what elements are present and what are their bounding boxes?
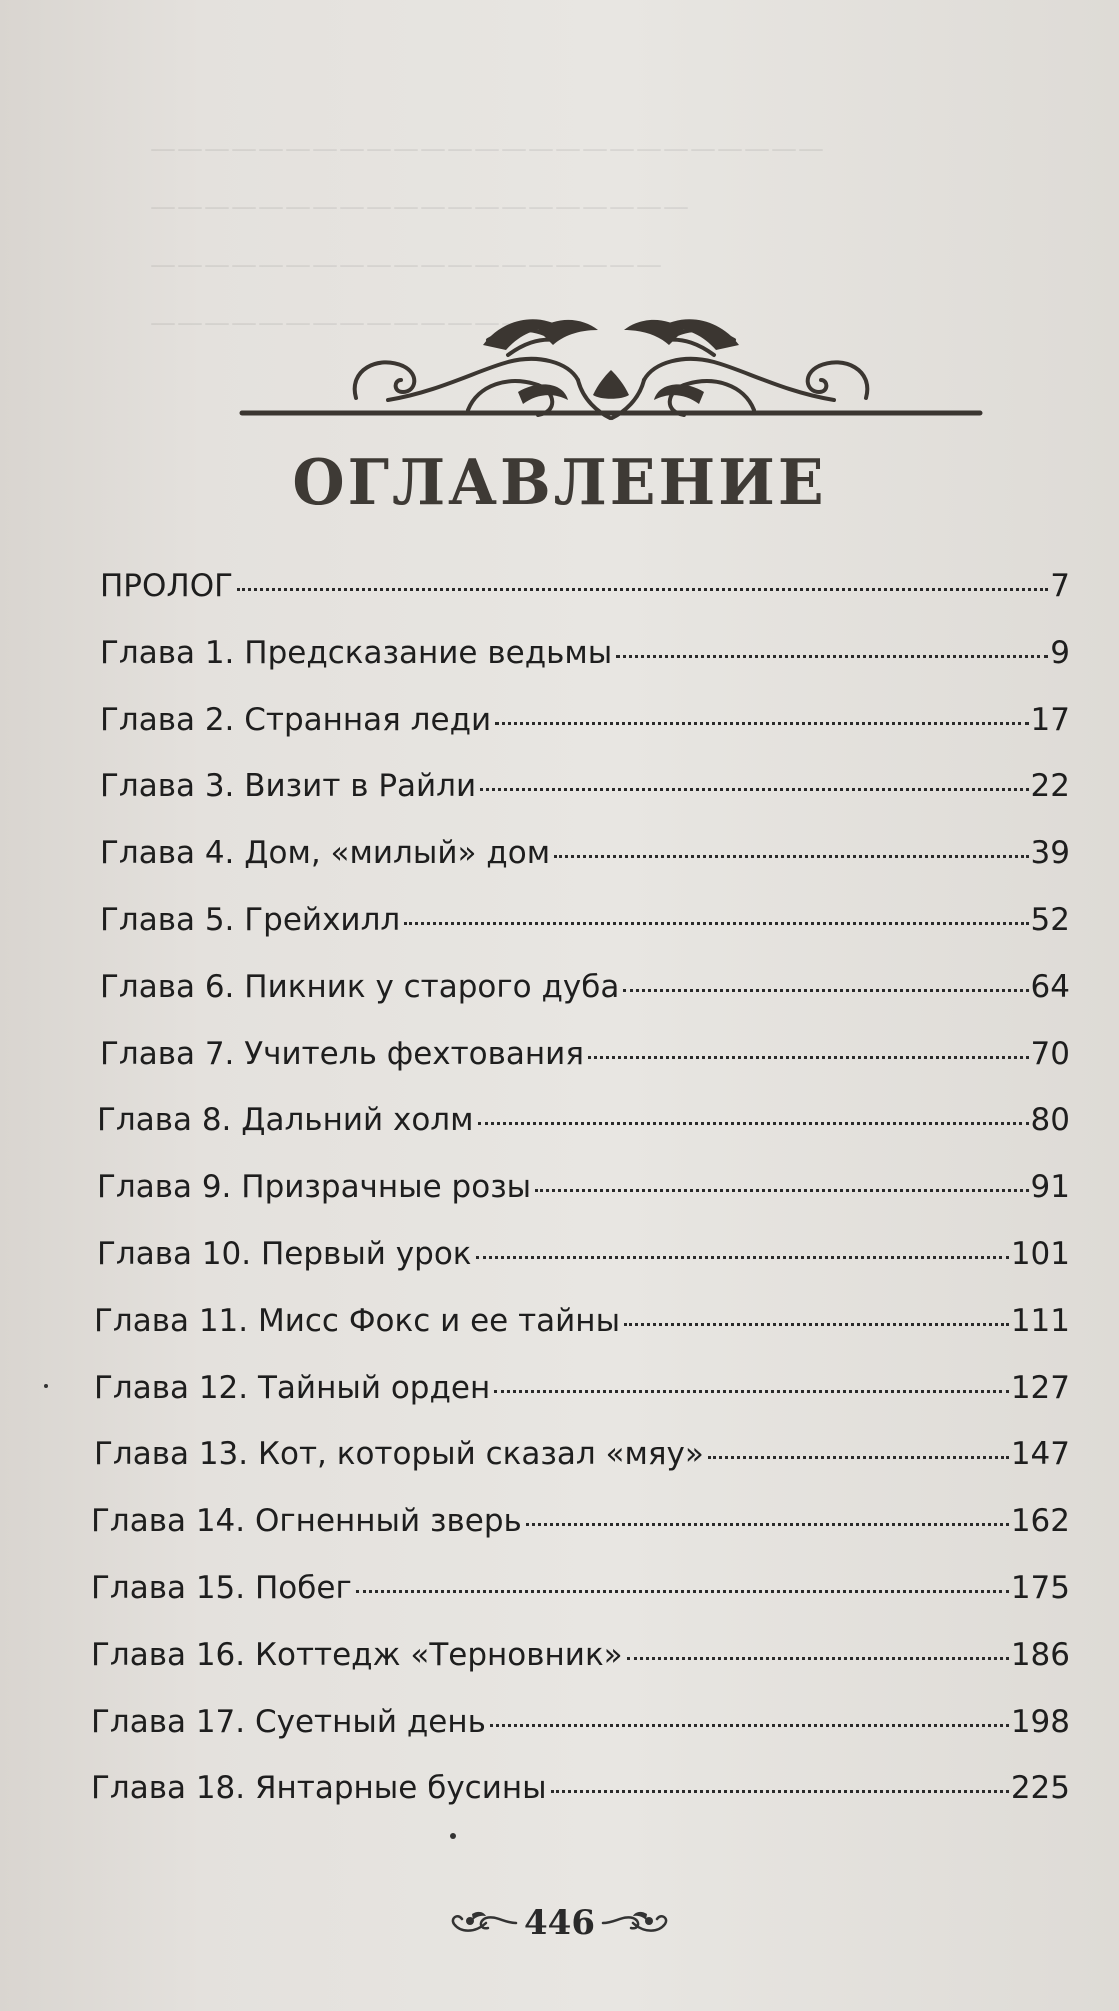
toc-entry-page-number: 9 [1050, 634, 1070, 671]
toc-entry-title: Глава 8. Дальний холм [97, 1102, 474, 1139]
toc-entry-title: ПРОЛОГ [100, 568, 234, 604]
toc-entry [100, 635, 1070, 702]
decorative-ornament [238, 300, 984, 430]
toc-entry-title: Глава 2. Странная леди [100, 701, 492, 738]
dot-leader [616, 655, 1048, 658]
toc-entry [100, 969, 1070, 1036]
dot-leader [480, 788, 1028, 791]
dot-leader [356, 1590, 1009, 1593]
toc-entry-page-number: 225 [1010, 1770, 1070, 1807]
toc-entry-page-number: 7 [1050, 568, 1070, 604]
toc-entry-title: Глава 11. Мисс Фокс и ее тайны [94, 1302, 621, 1339]
toc-entry-page-number: 17 [1030, 701, 1070, 738]
toc-entry [100, 568, 1070, 635]
page-title: ОГЛАВЛЕНИЕ [292, 446, 827, 520]
toc-entry-title: Глава 16. Коттедж «Терновник» [91, 1636, 623, 1673]
dot-leader [404, 922, 1028, 925]
ink-speck [44, 1384, 48, 1388]
toc-entry-title: Глава 14. Огненный зверь [91, 1503, 522, 1540]
toc-entry [91, 1704, 1070, 1771]
dot-leader [535, 1189, 1028, 1192]
toc-entry [94, 1370, 1070, 1437]
toc-entry-page-number: 22 [1030, 768, 1070, 805]
dot-leader [624, 1323, 1009, 1326]
toc-entry-title: Глава 12. Тайный орден [94, 1369, 491, 1406]
table-of-contents [91, 568, 1070, 1837]
toc-entry-title: Глава 1. Предсказание ведьмы [100, 634, 613, 671]
dot-leader [490, 1724, 1009, 1727]
toc-entry-page-number: 64 [1030, 968, 1070, 1005]
toc-entry [97, 1169, 1070, 1236]
toc-entry [100, 902, 1070, 969]
toc-entry-page-number: 127 [1010, 1369, 1070, 1406]
toc-entry-page-number: 147 [1010, 1436, 1070, 1473]
toc-entry-page-number: 111 [1010, 1302, 1070, 1339]
toc-entry-title: Глава 5. Грейхилл [100, 901, 401, 938]
toc-entry [97, 1102, 1070, 1169]
toc-entry-title: Глава 6. Пикник у старого дуба [100, 968, 620, 1005]
dot-leader [526, 1523, 1009, 1526]
dot-leader [554, 855, 1028, 858]
toc-entry-page-number: 52 [1030, 901, 1070, 938]
dot-leader [627, 1657, 1009, 1660]
toc-entry [91, 1503, 1070, 1570]
left-flourish-icon [446, 1910, 518, 1936]
dot-leader [494, 1390, 1009, 1393]
toc-entry [97, 1236, 1070, 1303]
toc-entry [100, 768, 1070, 835]
toc-entry [100, 702, 1070, 769]
toc-entry-page-number: 186 [1010, 1636, 1070, 1673]
toc-entry [94, 1436, 1070, 1503]
toc-entry [100, 1036, 1070, 1103]
toc-entry-page-number: 80 [1030, 1102, 1070, 1139]
toc-entry-page-number: 91 [1030, 1169, 1070, 1206]
toc-entry-page-number: 175 [1010, 1569, 1070, 1606]
toc-entry-title: Глава 7. Учитель фехтования [100, 1035, 584, 1072]
toc-entry [94, 1303, 1070, 1370]
toc-entry-title: Глава 13. Кот, который сказал «мяу» [94, 1436, 704, 1473]
toc-entry-title: Глава 4. Дом, «милый» дом [100, 835, 551, 872]
toc-entry-title: Глава 9. Призрачные розы [97, 1169, 532, 1206]
page-number: 446 [524, 1903, 595, 1943]
toc-entry [91, 1570, 1070, 1637]
toc-entry-page-number: 70 [1030, 1035, 1070, 1072]
dot-leader [476, 1256, 1009, 1259]
dot-leader [588, 1056, 1029, 1059]
toc-entry-page-number: 39 [1030, 835, 1070, 872]
toc-entry [100, 835, 1070, 902]
page-footer [0, 1903, 1119, 1943]
dot-leader [623, 989, 1028, 992]
toc-entry-title: Глава 18. Янтарные бусины [91, 1770, 547, 1807]
toc-entry-title: Глава 17. Суетный день [91, 1703, 486, 1740]
show-through-text: ————————————————————————— ———————————————————— ——————————————————— —————————————— [150, 134, 825, 338]
toc-entry [91, 1770, 1070, 1837]
dot-leader [495, 722, 1028, 725]
toc-entry-page-number: 162 [1010, 1503, 1070, 1540]
toc-entry-page-number: 198 [1010, 1703, 1070, 1740]
toc-entry-title: Глава 3. Визит в Райли [100, 768, 477, 805]
toc-entry [91, 1637, 1070, 1704]
dot-leader [551, 1790, 1009, 1793]
dot-leader [237, 588, 1048, 591]
toc-entry-page-number: 101 [1010, 1235, 1070, 1272]
toc-entry-title: Глава 15. Побег [91, 1569, 352, 1606]
ink-speck [450, 1833, 456, 1839]
dot-leader [478, 1122, 1029, 1125]
dot-leader [708, 1456, 1009, 1459]
right-flourish-icon [601, 1910, 673, 1936]
toc-entry-title: Глава 10. Первый урок [97, 1235, 472, 1272]
